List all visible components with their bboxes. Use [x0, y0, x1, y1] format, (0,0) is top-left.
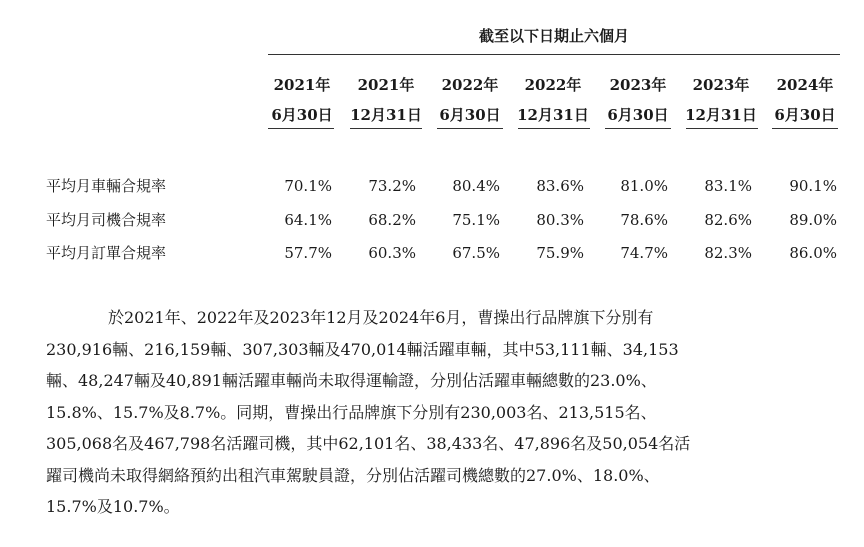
column-header [600, 70, 676, 130]
table-cell: 67.5% [452, 244, 500, 262]
table-cell: 83.1% [704, 177, 752, 195]
row-label-vehicle-compliance: 平均月車輛合規率 [46, 177, 167, 195]
paragraph-line: 305,068名及467,798名活躍司機，其中62,101名、38,433名、47,896名及50,054名活 [46, 434, 691, 453]
table-cell: 81.0% [620, 177, 668, 195]
column-header-date: 6月30日 [271, 106, 333, 124]
table-cell: 90.1% [789, 177, 837, 195]
column-header-date: 12月31日 [517, 106, 589, 124]
table-cell: 75.9% [536, 244, 584, 262]
table-cell: 64.1% [284, 211, 332, 229]
column-header-year: 2022年 [441, 76, 499, 94]
table-cell: 80.3% [536, 211, 584, 229]
column-header-date: 6月30日 [439, 106, 501, 124]
column-header-year: 2022年 [524, 76, 582, 94]
column-header-year: 2021年 [273, 76, 331, 94]
paragraph-line: 於2021年、2022年及2023年12月及2024年6月，曹操出行品牌旗下分別有 [108, 308, 654, 327]
table-cell: 73.2% [368, 177, 416, 195]
table-cell: 74.7% [620, 244, 668, 262]
column-header-date: 12月31日 [685, 106, 757, 124]
paragraph-line: 15.7%及10.7%。 [46, 497, 180, 516]
column-header-rule [350, 128, 422, 129]
column-header-rule [518, 128, 590, 129]
table-cell: 75.1% [452, 211, 500, 229]
column-header-date: 6月30日 [774, 106, 836, 124]
column-header-rule [772, 128, 838, 129]
table-group-header: 截至以下日期止六個月 [478, 27, 629, 45]
column-header-rule [686, 128, 758, 129]
paragraph-line: 躍司機尚未取得網絡預約出租汽車駕駛員證，分別佔活躍司機總數的27.0%、18.0%、 [46, 465, 660, 485]
group-header-rule [268, 54, 840, 55]
column-header-year: 2023年 [609, 76, 667, 94]
column-header [348, 70, 424, 130]
column-header [432, 70, 508, 130]
column-header-rule [605, 128, 671, 129]
paragraph-line: 230,916輛、216,159輛、307,303輛及470,014輛活躍車輛，其中53,111輛、34,153 [46, 339, 679, 359]
row-label-driver-compliance: 平均月司機合規率 [46, 211, 167, 229]
column-header [683, 70, 759, 130]
table-cell: 82.6% [704, 211, 752, 229]
paragraph-line: 15.8%、15.7%及8.7%。同期，曹操出行品牌旗下分別有230,003名、213,515名、 [46, 402, 657, 422]
table-cell: 78.6% [620, 211, 668, 229]
table-cell: 68.2% [368, 211, 416, 229]
table-cell: 80.4% [452, 177, 500, 195]
table-cell: 86.0% [789, 244, 837, 262]
table-cell: 82.3% [704, 244, 752, 262]
table-cell: 89.0% [789, 211, 837, 229]
table-cell: 57.7% [284, 244, 332, 262]
row-label-order-compliance: 平均月訂單合規率 [46, 244, 167, 262]
column-header-rule [268, 128, 334, 129]
body-paragraph [46, 302, 846, 523]
column-header-date: 12月31日 [350, 106, 422, 124]
column-header-date: 6月30日 [607, 106, 669, 124]
table-cell: 70.1% [284, 177, 332, 195]
column-header-year: 2023年 [692, 76, 750, 94]
table-cell: 60.3% [368, 244, 416, 262]
table-cell: 83.6% [536, 177, 584, 195]
column-header-year: 2021年 [357, 76, 415, 94]
column-header-year: 2024年 [776, 76, 834, 94]
paragraph-line: 輛、48,247輛及40,891輛活躍車輛尚未取得運輸證，分別佔活躍車輛總數的23.0%、 [46, 371, 657, 390]
column-header [515, 70, 591, 130]
column-header [767, 70, 843, 130]
column-header [264, 70, 340, 130]
column-header-rule [437, 128, 503, 129]
